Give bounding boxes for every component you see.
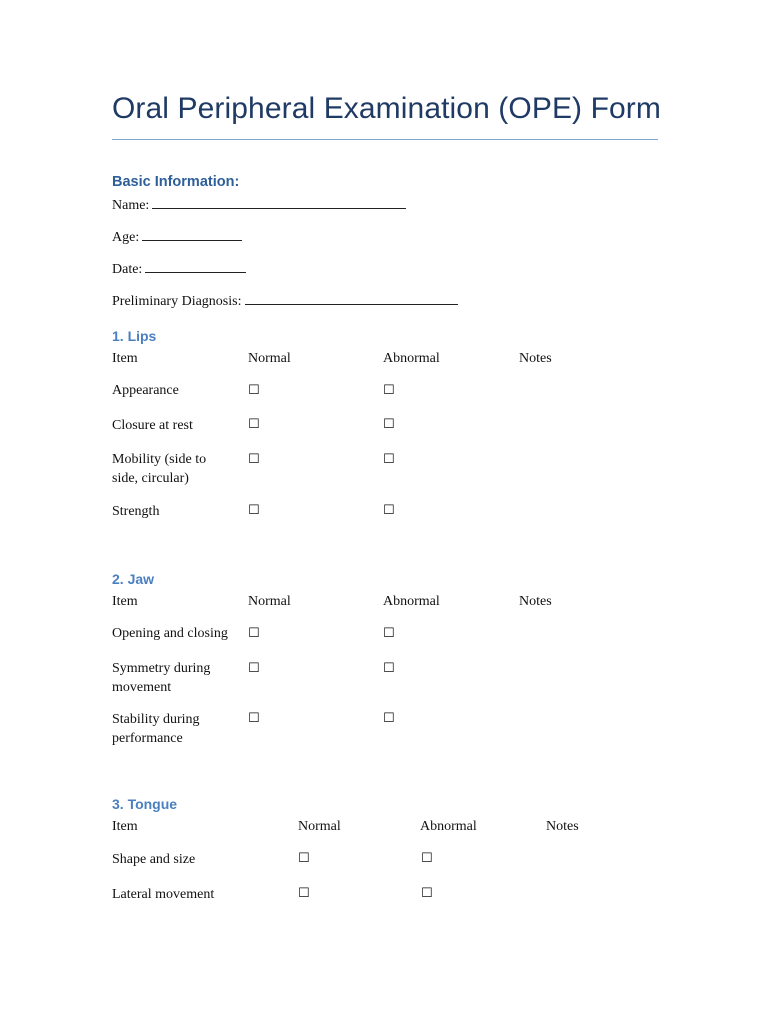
jaw-row-label: Opening and closing [112,626,228,641]
name-label: Name: [112,198,150,213]
date-field[interactable] [145,261,246,273]
lips-appearance-normal-checkbox[interactable]: ☐ [248,383,260,398]
lips-appearance-abnormal-checkbox[interactable]: ☐ [383,383,395,398]
jaw-row-label: Stability during performance [112,712,200,746]
tongue-col-notes: Notes [546,819,579,834]
lips-closure-abnormal-checkbox[interactable]: ☐ [383,417,395,432]
lips-row-label: Appearance [112,383,179,398]
jaw-row-label: Symmetry during movement [112,661,211,695]
age-field[interactable] [142,229,242,241]
tongue-row-label: Lateral movement [112,887,215,902]
tongue-col-abnormal: Abnormal [420,819,477,834]
lips-mobility-normal-checkbox[interactable]: ☐ [248,452,260,467]
jaw-symmetry-normal-checkbox[interactable]: ☐ [248,661,260,676]
jaw-opening-abnormal-checkbox[interactable]: ☐ [383,626,395,641]
diagnosis-field[interactable] [245,293,458,305]
tongue-row-label: Shape and size [112,852,196,867]
title-underline [112,139,658,140]
tongue-shape-normal-checkbox[interactable]: ☐ [298,851,310,866]
diagnosis-field-row [112,293,458,310]
basic-information-heading: Basic Information: [112,174,240,190]
jaw-symmetry-abnormal-checkbox[interactable]: ☐ [383,661,395,676]
age-field-row [112,229,242,246]
lips-row-label: Closure at rest [112,418,193,433]
tongue-heading: 3. Tongue [112,796,178,812]
name-field[interactable] [152,197,406,209]
tongue-col-item: Item [112,819,138,834]
tongue-lateral-normal-checkbox[interactable]: ☐ [298,886,310,901]
date-field-row [112,261,246,278]
tongue-shape-abnormal-checkbox[interactable]: ☐ [421,851,433,866]
lips-col-abnormal: Abnormal [383,351,440,366]
page-title: Oral Peripheral Examination (OPE) Form [112,92,661,125]
lips-strength-normal-checkbox[interactable]: ☐ [248,503,260,518]
tongue-lateral-abnormal-checkbox[interactable]: ☐ [421,886,433,901]
name-field-row [112,197,406,214]
lips-row-label: Strength [112,504,160,519]
lips-heading: 1. Lips [112,328,157,344]
lips-mobility-abnormal-checkbox[interactable]: ☐ [383,452,395,467]
diagnosis-label: Preliminary Diagnosis: [112,294,242,309]
lips-col-notes: Notes [519,351,552,366]
jaw-heading: 2. Jaw [112,571,155,587]
jaw-col-notes: Notes [519,594,552,609]
jaw-stability-normal-checkbox[interactable]: ☐ [248,711,260,726]
jaw-opening-normal-checkbox[interactable]: ☐ [248,626,260,641]
lips-col-normal: Normal [248,351,291,366]
date-label: Date: [112,262,143,277]
lips-row-label: Mobility (side to side, circular) [112,452,207,486]
tongue-col-normal: Normal [298,819,341,834]
jaw-col-normal: Normal [248,594,291,609]
lips-strength-abnormal-checkbox[interactable]: ☐ [383,503,395,518]
jaw-stability-abnormal-checkbox[interactable]: ☐ [383,711,395,726]
jaw-col-abnormal: Abnormal [383,594,440,609]
lips-closure-normal-checkbox[interactable]: ☐ [248,417,260,432]
age-label: Age: [112,230,140,245]
jaw-col-item: Item [112,594,138,609]
lips-col-item: Item [112,351,138,366]
